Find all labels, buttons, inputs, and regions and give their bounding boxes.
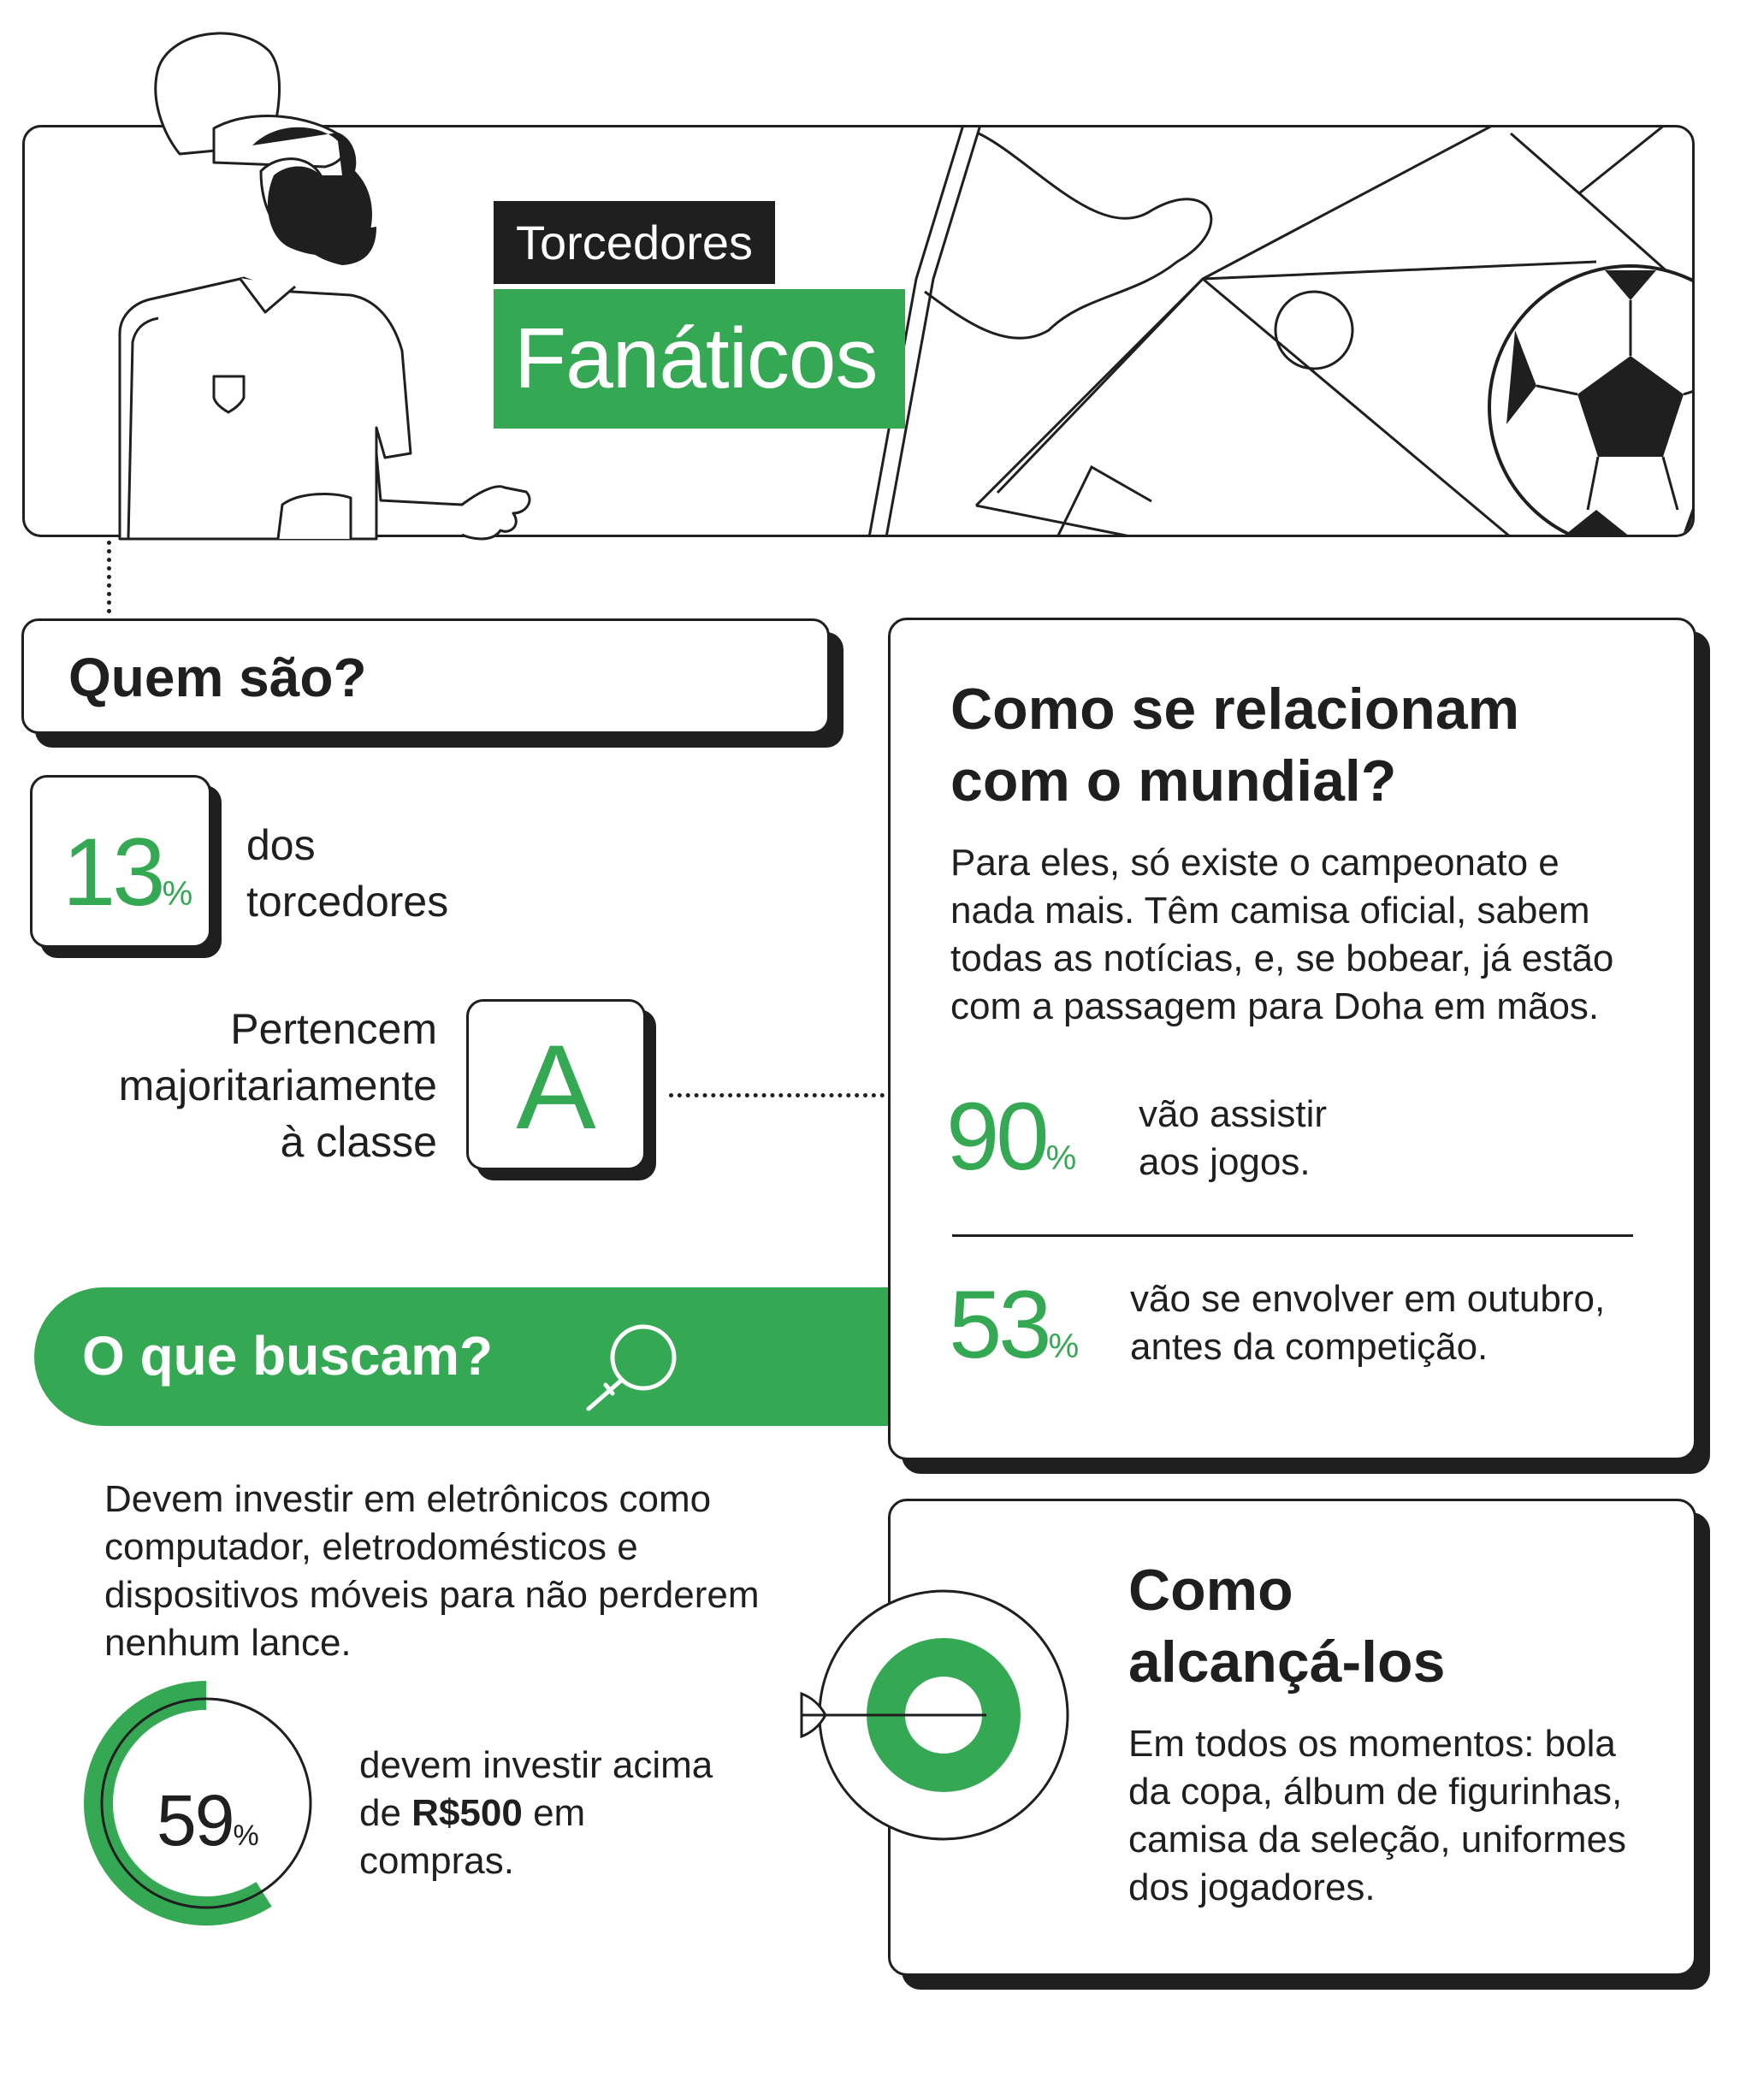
search-description-line: Devem investir em eletrônicos como xyxy=(104,1478,712,1520)
reach-description-line: camisa da seleção, uniformes xyxy=(1128,1819,1627,1860)
share-value: 13 xyxy=(62,819,163,926)
share-box xyxy=(30,775,211,948)
search-description xyxy=(104,1476,760,1667)
class-text-line3: à classe xyxy=(280,1118,437,1166)
target-icon xyxy=(800,1587,1082,1843)
relation-description-line: nada mais. Têm camisa oficial, sabem xyxy=(950,890,1590,932)
spend-text xyxy=(359,1742,713,1885)
dotted-connector-horizontal xyxy=(669,1093,885,1097)
relation-description-line: Para eles, só existe o campeonato e xyxy=(950,842,1560,884)
search-heading: O que buscam? xyxy=(82,1325,494,1387)
reach-description-line: dos jogadores. xyxy=(1128,1866,1376,1908)
spend-value: 59 xyxy=(157,1780,234,1860)
dotted-connector-vertical xyxy=(107,541,111,613)
reach-heading xyxy=(1128,1554,1445,1698)
spend-text-prefix: de xyxy=(359,1792,412,1834)
reach-description-line: da copa, álbum de figurinhas, xyxy=(1128,1771,1623,1813)
class-text-line1: Pertencem xyxy=(230,1005,437,1053)
divider xyxy=(952,1234,1633,1237)
search-description-line: computador, eletrodomésticos e xyxy=(104,1526,638,1568)
reach-heading-line1: Como xyxy=(1128,1558,1293,1623)
title-top-badge xyxy=(494,201,775,284)
who-heading: Quem são? xyxy=(68,647,367,708)
spend-text-line3: compras. xyxy=(359,1840,514,1882)
who-heading-card xyxy=(21,618,830,734)
relation-description-line: todas as notícias, e, se bobear, já estão xyxy=(950,938,1614,979)
relation-heading xyxy=(950,673,1519,817)
reach-description xyxy=(1128,1720,1626,1912)
watch-value: 90 xyxy=(946,1083,1046,1190)
engage-text-line2: antes da competição. xyxy=(1130,1326,1489,1368)
share-text-line1: dos xyxy=(246,821,316,869)
engage-value: 53 xyxy=(949,1271,1049,1378)
spend-text-suffix: em xyxy=(522,1792,586,1834)
class-text-line2: majoritariamente xyxy=(118,1062,437,1109)
relation-heading-line2: com o mundial? xyxy=(950,748,1397,813)
engage-text-line1: vão se envolver em outubro, xyxy=(1130,1278,1606,1320)
search-description-line: nenhum lance. xyxy=(104,1622,352,1664)
watch-unit: % xyxy=(1045,1139,1077,1177)
header-title-top: Torcedores xyxy=(516,216,754,269)
search-icon xyxy=(582,1322,684,1416)
soccer-ball-icon xyxy=(1489,266,1695,537)
spend-text-line2 xyxy=(359,1789,713,1837)
title-main-badge xyxy=(494,289,905,429)
reach-description-line: Em todos os momentos: bola xyxy=(1128,1723,1616,1765)
share-text-line2: torcedores xyxy=(246,878,449,926)
engage-unit: % xyxy=(1048,1328,1080,1365)
spend-unit: % xyxy=(233,1819,259,1852)
watch-text-line2: aos jogos. xyxy=(1139,1141,1311,1183)
search-heading-bar xyxy=(34,1287,924,1426)
spend-text-line1: devem investir acima xyxy=(359,1744,713,1786)
class-box xyxy=(466,999,646,1170)
watch-stat xyxy=(946,1083,1077,1190)
engage-stat xyxy=(949,1271,1080,1378)
search-description-line: dispositivos móveis para não perderem xyxy=(104,1574,760,1616)
share-stat xyxy=(62,819,193,926)
spend-stat xyxy=(157,1779,259,1862)
share-text xyxy=(246,817,448,930)
relation-description xyxy=(950,839,1613,1031)
engage-text xyxy=(1130,1275,1605,1371)
relation-heading-line1: Como se relacionam xyxy=(950,677,1520,742)
share-unit: % xyxy=(162,875,193,913)
class-letter: A xyxy=(516,1020,596,1154)
watch-text xyxy=(1139,1091,1327,1186)
fan-illustration xyxy=(94,26,539,539)
spend-amount: R$500 xyxy=(411,1792,523,1834)
reach-heading-line2: alcançá-los xyxy=(1128,1630,1446,1695)
class-text xyxy=(119,1001,437,1170)
header-title-main: Fanáticos xyxy=(514,311,878,406)
relation-description-line: com a passagem para Doha em mãos. xyxy=(950,985,1600,1027)
relation-card xyxy=(888,618,1696,1460)
watch-text-line1: vão assistir xyxy=(1139,1093,1328,1135)
